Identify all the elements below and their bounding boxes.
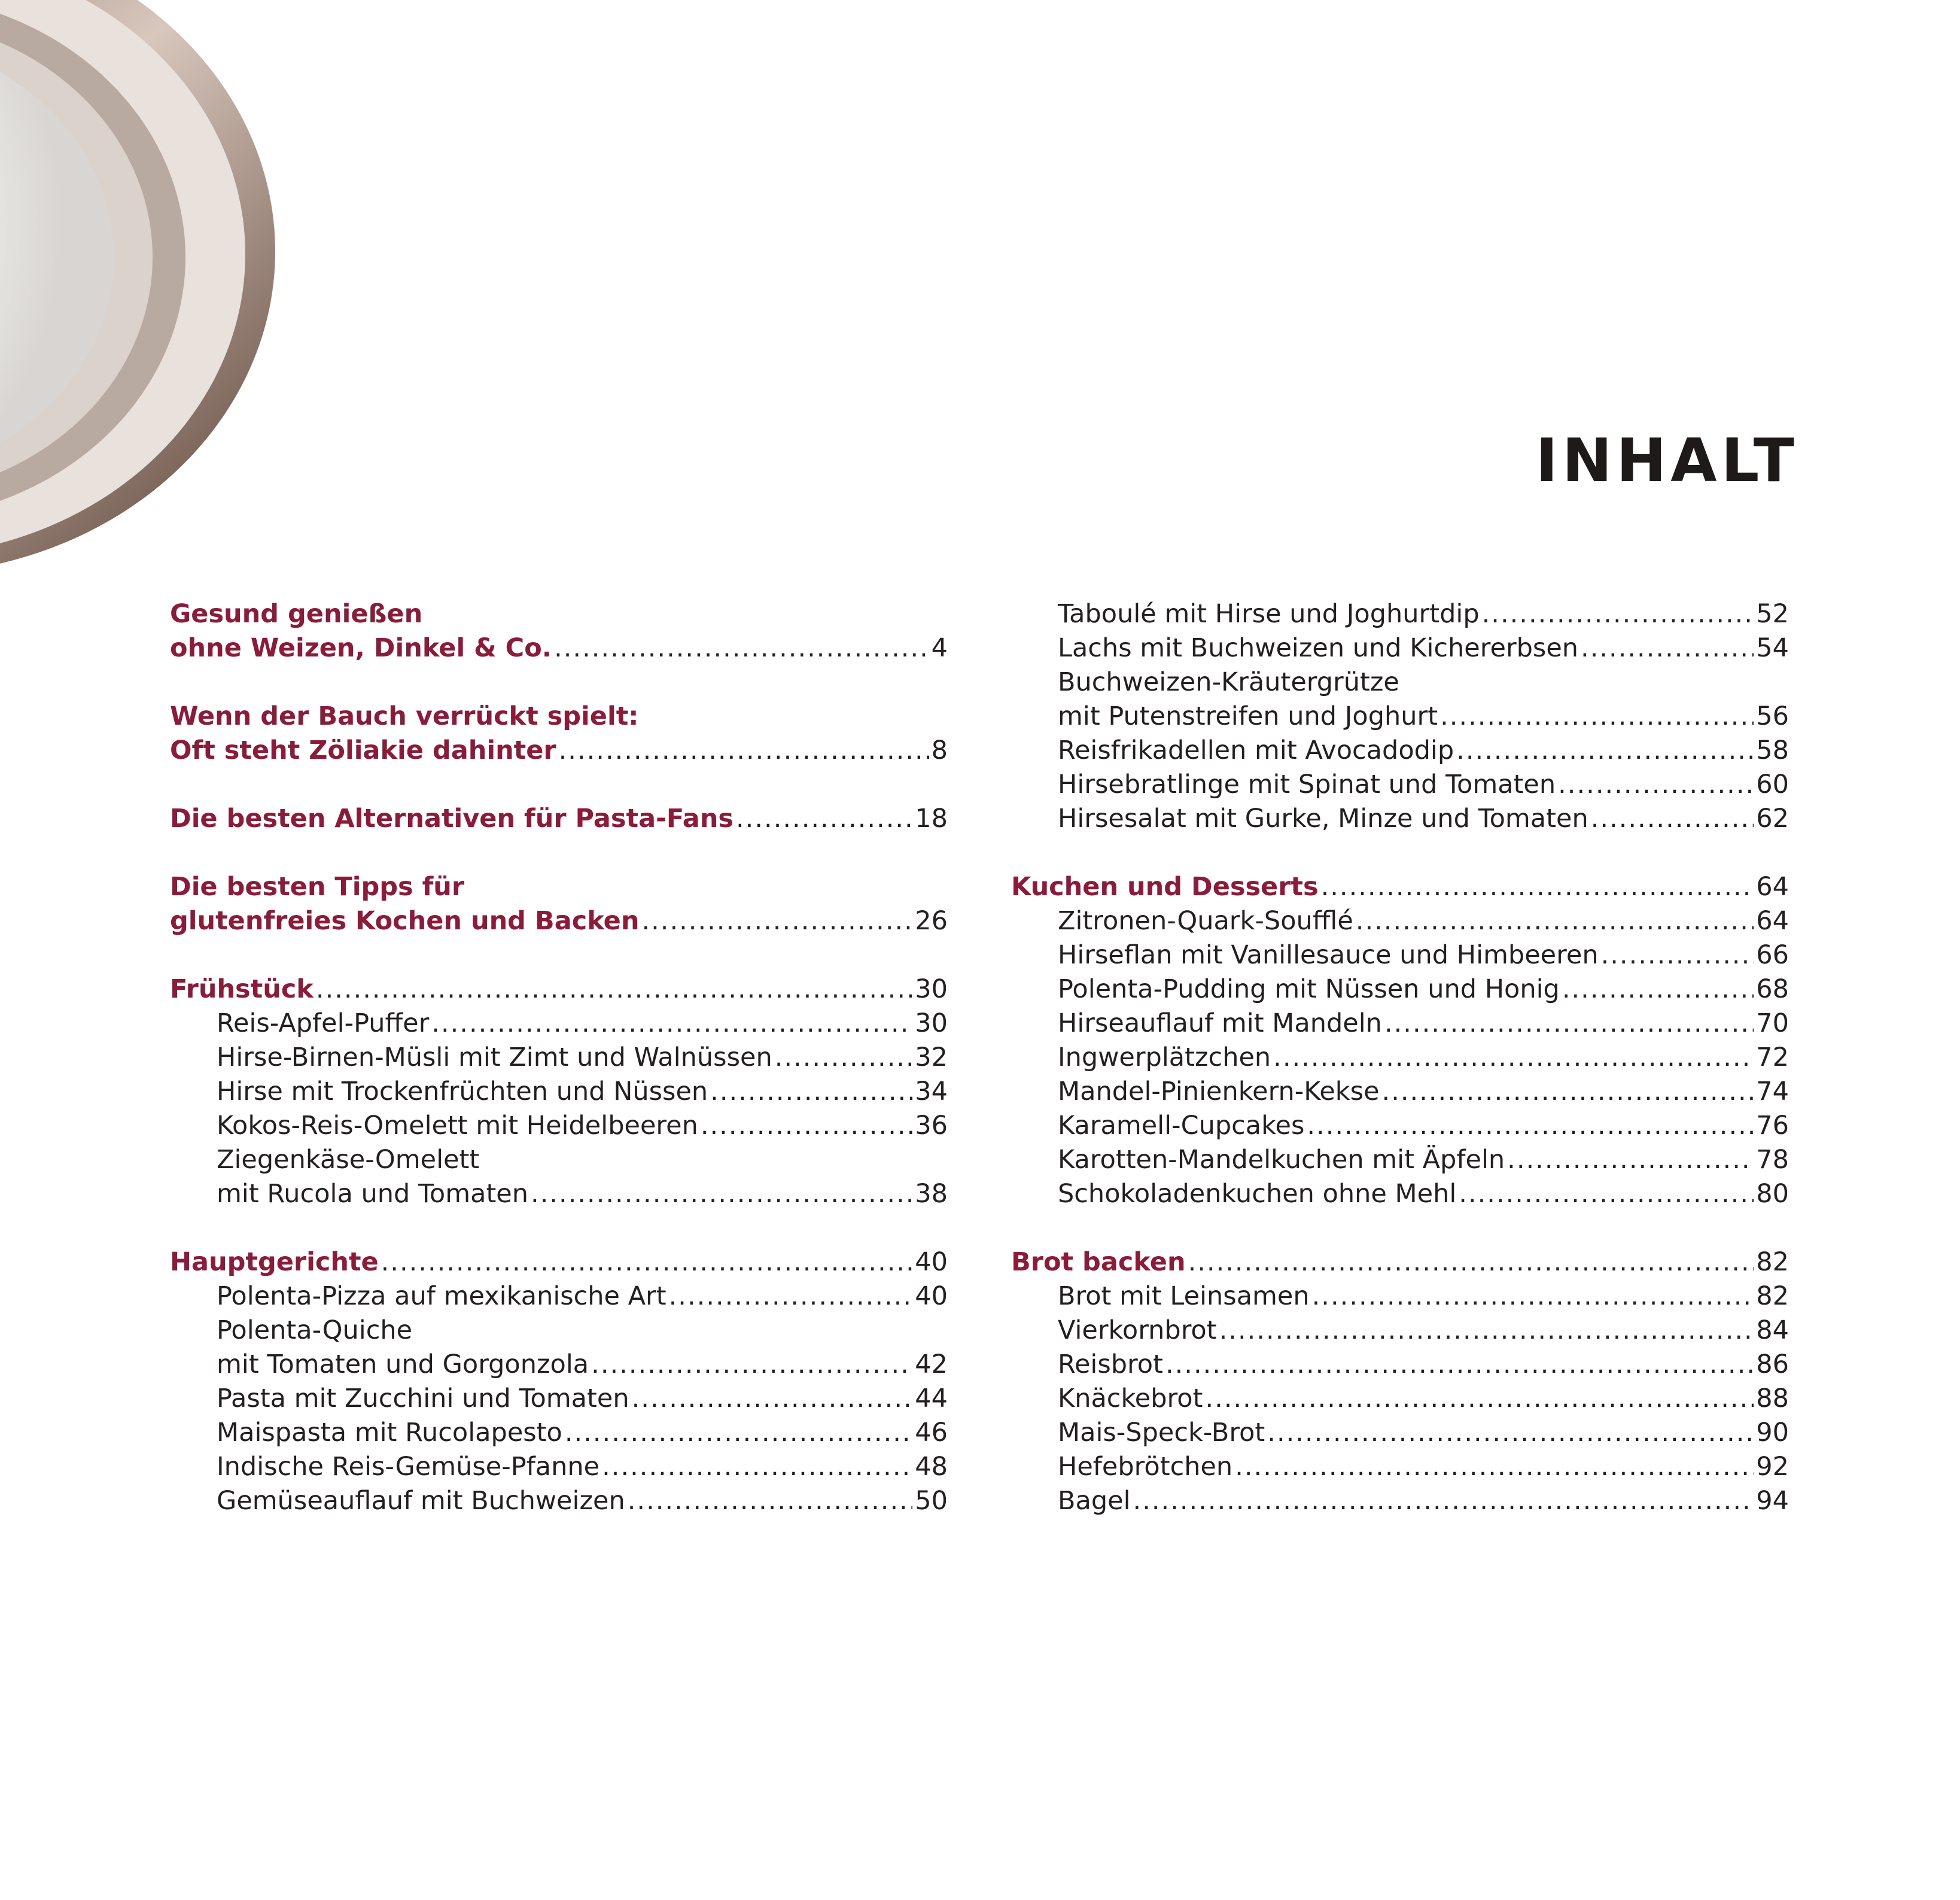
dot-leader <box>736 802 912 836</box>
toc-spacer <box>170 836 948 870</box>
toc-page-number: 26 <box>915 906 948 936</box>
toc-entry <box>170 1041 948 1075</box>
toc-page-number: 34 <box>915 1077 948 1106</box>
toc-page-number: 72 <box>1756 1042 1789 1072</box>
dot-leader <box>565 1416 912 1450</box>
toc-page-number: 42 <box>915 1349 948 1379</box>
toc-page-number: 90 <box>1756 1418 1789 1448</box>
toc-entry-title: Gesund genießen <box>170 599 423 629</box>
dot-leader <box>431 1007 912 1041</box>
dot-leader <box>1456 734 1754 768</box>
dot-leader <box>1507 1143 1754 1177</box>
toc-entry-title: Brot mit Leinsamen <box>1058 1281 1310 1311</box>
toc-page-number: 68 <box>1756 974 1789 1004</box>
toc-section-heading <box>170 631 948 665</box>
toc-entry-title: Polenta-Pizza auf mexikanische Art <box>217 1281 666 1311</box>
dot-leader <box>1482 597 1754 631</box>
toc-entry-title: mit Tomaten und Gorgonzola <box>217 1349 589 1379</box>
toc-page-number: 30 <box>915 974 948 1004</box>
toc-entry <box>170 1484 948 1518</box>
toc-entry <box>1011 1314 1789 1348</box>
toc-entry-title: Kuchen und Desserts <box>1011 872 1319 902</box>
toc-entry <box>1011 768 1789 802</box>
toc-entry-title: Oft steht Zöliakie dahinter <box>170 735 556 765</box>
toc-page-number: 94 <box>1756 1486 1789 1516</box>
toc-entry-title: Brot backen <box>1011 1247 1186 1277</box>
toc-spacer <box>170 938 948 972</box>
dot-leader <box>1219 1314 1754 1348</box>
dot-leader <box>531 1177 912 1211</box>
toc-entry <box>1011 734 1789 768</box>
dot-leader <box>1312 1279 1754 1314</box>
toc-entry <box>1011 597 1789 631</box>
toc-section-heading <box>170 1245 948 1279</box>
toc-page-number: 64 <box>1756 906 1789 936</box>
toc-page-number: 86 <box>1756 1349 1789 1379</box>
toc-entry <box>170 1075 948 1109</box>
toc-section-heading <box>170 904 948 938</box>
toc-entry <box>170 1279 948 1314</box>
toc-entry-title: ohne Weizen, Dinkel & Co. <box>170 633 552 663</box>
dot-leader <box>641 904 912 938</box>
toc-entry <box>1011 1279 1789 1314</box>
toc-entry-title: Polenta-Pudding mit Nüssen und Honig <box>1058 974 1560 1004</box>
dot-leader <box>775 1041 913 1075</box>
toc-entry-title: Mais-Speck-Brot <box>1058 1418 1265 1448</box>
toc-entry <box>1011 938 1789 972</box>
dot-leader <box>1384 1007 1754 1041</box>
toc-entry-title: Buchweizen-Kräutergrütze <box>1058 667 1399 697</box>
dot-leader <box>1205 1382 1754 1416</box>
toc-page-number: 58 <box>1756 735 1789 765</box>
toc-entry-title: Mandel-Pinienkern-Kekse <box>1058 1077 1380 1106</box>
toc-entry-title: mit Putenstreifen und Joghurt <box>1058 701 1438 731</box>
toc-entry <box>170 1450 948 1484</box>
toc-entry-title: Lachs mit Buchweizen und Kichererbsen <box>1058 633 1579 663</box>
toc-spacer <box>170 665 948 700</box>
toc-page-number: 38 <box>915 1179 948 1209</box>
toc-entry <box>170 1416 948 1450</box>
toc-entry-title: Indische Reis-Gemüse-Pfanne <box>217 1452 600 1482</box>
dot-leader <box>632 1382 913 1416</box>
toc-entry-title: Hirseauflauf mit Mandeln <box>1058 1008 1382 1038</box>
toc-spacer <box>170 1211 948 1245</box>
toc-section-heading <box>1011 1245 1789 1279</box>
toc-page-number: 54 <box>1756 633 1789 663</box>
toc-page-number: 8 <box>931 735 948 765</box>
toc-page-number: 76 <box>1756 1111 1789 1141</box>
toc-page-number: 66 <box>1756 940 1789 970</box>
toc-entry <box>1011 1143 1789 1177</box>
toc-page-number: 60 <box>1756 770 1789 799</box>
toc-entry <box>1011 665 1789 700</box>
toc-entry <box>170 1382 948 1416</box>
dot-leader <box>1133 1484 1754 1518</box>
toc-page-number: 70 <box>1756 1008 1789 1038</box>
dot-leader <box>1235 1450 1754 1484</box>
page-title: INHALT <box>1535 425 1798 495</box>
toc-entry <box>170 1109 948 1143</box>
toc-spacer <box>1011 1211 1789 1245</box>
dot-leader <box>591 1348 912 1382</box>
toc-entry <box>1011 1416 1789 1450</box>
toc-entry <box>1011 802 1789 836</box>
dot-leader <box>602 1450 912 1484</box>
toc-entry <box>170 1143 948 1177</box>
toc-page-number: 74 <box>1756 1077 1789 1106</box>
toc-entry-title: Pasta mit Zucchini und Tomaten <box>217 1384 629 1413</box>
dot-leader <box>1321 870 1754 904</box>
dot-leader <box>1601 938 1754 972</box>
toc-page-number: 52 <box>1756 599 1789 629</box>
toc-spacer <box>170 768 948 802</box>
dot-leader <box>1165 1348 1754 1382</box>
toc-entry-title: Hefebrötchen <box>1058 1452 1233 1482</box>
dot-leader <box>554 631 929 665</box>
toc-section-heading <box>170 597 948 631</box>
toc-entry <box>1011 904 1789 938</box>
toc-section-heading <box>170 802 948 836</box>
toc-entry <box>1011 1075 1789 1109</box>
toc-section-heading <box>1011 870 1789 904</box>
toc-page-number: 48 <box>915 1452 948 1482</box>
dot-leader <box>1459 1177 1754 1211</box>
toc-entry-title: Die besten Tipps für <box>170 872 465 902</box>
toc-page-number: 88 <box>1756 1384 1789 1413</box>
toc-entry-title: Hirseflan mit Vanillesauce und Himbeeren <box>1058 940 1599 970</box>
toc-section-heading <box>170 870 948 904</box>
toc-page-number: 82 <box>1756 1281 1789 1311</box>
dot-leader <box>316 972 912 1007</box>
toc-section-heading <box>170 700 948 734</box>
toc-page-number: 80 <box>1756 1179 1789 1209</box>
toc-entry-title: Kokos-Reis-Omelett mit Heidelbeeren <box>217 1111 698 1141</box>
toc-entry-title: Reisbrot <box>1058 1349 1163 1379</box>
toc-entry-title: Wenn der Bauch verrückt spielt: <box>170 701 639 731</box>
toc-entry <box>1011 1484 1789 1518</box>
toc-entry <box>1011 1041 1789 1075</box>
toc-entry-title: Maispasta mit Rucolapesto <box>217 1418 562 1448</box>
dot-leader <box>1273 1041 1754 1075</box>
flour-bowl-image <box>0 0 359 586</box>
toc-entry-title: Karotten-Mandelkuchen mit Äpfeln <box>1058 1145 1505 1175</box>
toc-entry-title: Hirsebratlinge mit Spinat und Tomaten <box>1058 770 1556 799</box>
dot-leader <box>1591 802 1754 836</box>
toc-page-number: 18 <box>915 804 948 834</box>
toc-entry <box>1011 972 1789 1007</box>
toc-entry <box>170 1177 948 1211</box>
toc-page-number: 30 <box>915 1008 948 1038</box>
toc-page-number: 40 <box>915 1281 948 1311</box>
dot-leader <box>669 1279 913 1314</box>
toc-entry-title: Ingwerplätzchen <box>1058 1042 1271 1072</box>
dot-leader <box>559 734 929 768</box>
toc-page-number: 84 <box>1756 1315 1789 1345</box>
dot-leader <box>701 1109 912 1143</box>
toc-page-number: 36 <box>915 1111 948 1141</box>
toc-entry-title: Frühstück <box>170 974 314 1004</box>
toc-column-right <box>1011 597 1789 1518</box>
toc-entry <box>1011 1177 1789 1211</box>
dot-leader <box>1307 1109 1754 1143</box>
toc-entry-title: Reisfrikadellen mit Avocadodip <box>1058 735 1454 765</box>
dot-leader <box>628 1484 913 1518</box>
dot-leader <box>1558 768 1754 802</box>
toc-entry-title: Die besten Alternativen für Pasta-Fans <box>170 804 734 834</box>
toc-page-number: 56 <box>1756 701 1789 731</box>
toc-entry-title: Taboulé mit Hirse und Joghurtdip <box>1058 599 1480 629</box>
toc-entry-title: Polenta-Quiche <box>217 1315 413 1345</box>
dot-leader <box>1188 1245 1754 1279</box>
toc-entry-title: glutenfreies Kochen und Backen <box>170 906 640 936</box>
toc-entry-title: Hirsesalat mit Gurke, Minze und Tomaten <box>1058 804 1588 834</box>
dot-leader <box>1562 972 1754 1007</box>
dot-leader <box>1440 700 1754 734</box>
toc-entry-title: Vierkornbrot <box>1058 1315 1217 1345</box>
toc-entry <box>1011 1348 1789 1382</box>
toc-page-number: 46 <box>915 1418 948 1448</box>
toc-entry-title: Zitronen-Quark-Soufflé <box>1058 906 1353 936</box>
toc-page-number: 82 <box>1756 1247 1789 1277</box>
toc-entry-title: Hirse mit Trockenfrüchten und Nüssen <box>217 1077 708 1106</box>
dot-leader <box>1382 1075 1754 1109</box>
toc-entry <box>1011 631 1789 665</box>
dot-leader <box>381 1245 913 1279</box>
toc-entry-title: Karamell-Cupcakes <box>1058 1111 1305 1141</box>
toc-entry <box>1011 1450 1789 1484</box>
toc-page-number: 92 <box>1756 1452 1789 1482</box>
toc-page-number: 64 <box>1756 872 1789 902</box>
dot-leader <box>1267 1416 1754 1450</box>
toc-entry-title: Gemüseauflauf mit Buchweizen <box>217 1486 625 1516</box>
dot-leader <box>1581 631 1754 665</box>
toc-section-heading <box>170 734 948 768</box>
toc-page-number: 62 <box>1756 804 1789 834</box>
toc-entry-title: Reis-Apfel-Puffer <box>217 1008 430 1038</box>
dot-leader <box>710 1075 912 1109</box>
toc-entry-title: Hirse-Birnen-Müsli mit Zimt und Walnüssen <box>217 1042 772 1072</box>
toc-entry-title: Bagel <box>1058 1486 1131 1516</box>
toc-entry-title: Knäckebrot <box>1058 1384 1203 1413</box>
dot-leader <box>1356 904 1754 938</box>
toc-entry <box>1011 1007 1789 1041</box>
toc-entry-title: Schokoladenkuchen ohne Mehl <box>1058 1179 1457 1209</box>
toc-entry-title: Hauptgerichte <box>170 1247 379 1277</box>
toc-entry <box>170 1007 948 1041</box>
toc-page-number: 78 <box>1756 1145 1789 1175</box>
toc-column-left <box>170 597 948 1518</box>
toc-entry <box>1011 1382 1789 1416</box>
toc-page-number: 40 <box>915 1247 948 1277</box>
toc-page-number: 32 <box>915 1042 948 1072</box>
toc-page-number: 50 <box>915 1486 948 1516</box>
toc-entry <box>170 1348 948 1382</box>
toc-section-heading <box>170 972 948 1007</box>
toc-entry <box>170 1314 948 1348</box>
toc-page-number: 4 <box>931 633 948 663</box>
toc-spacer <box>1011 836 1789 870</box>
toc-entry <box>1011 1109 1789 1143</box>
toc-entry <box>1011 700 1789 734</box>
toc-entry-title: mit Rucola und Tomaten <box>217 1179 529 1209</box>
toc-page-number: 44 <box>915 1384 948 1413</box>
toc-entry-title: Ziegenkäse-Omelett <box>217 1145 480 1175</box>
